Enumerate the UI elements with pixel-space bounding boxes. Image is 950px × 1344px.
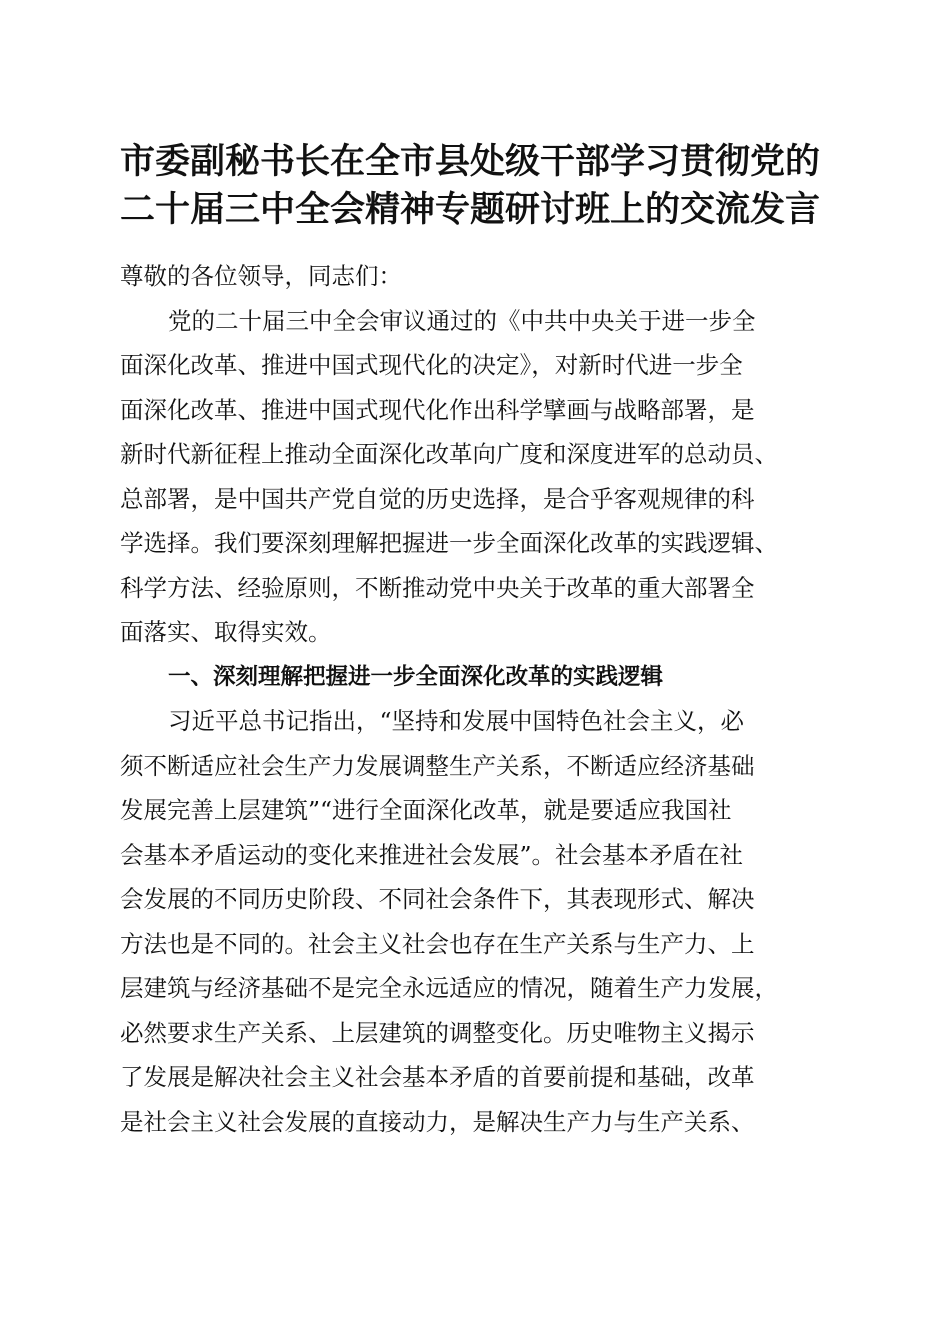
document-title [120,138,840,234]
paragraph-1-line: 总部署，是中国共产党自觉的历史选择，是合乎客观规律的科 [120,484,755,513]
paragraph-1-line: 新时代新征程上推动全面深化改革向广度和深度进军的总动员、 [120,440,778,468]
paragraph-2-line: 会基本矛盾运动的变化来推进社会发展”。社会基本矛盾在社 [120,840,744,869]
paragraph-1-line: 学选择。我们要深刻理解把握进一步全面深化改革的实践逻辑、 [120,529,778,557]
paragraph-1 [120,299,840,655]
paragraph-1-line: 面深化改革、推进中国式现代化的决定》，对新时代进一步全 [120,351,743,379]
paragraph-2-line: 了发展是解决社会主义社会基本矛盾的首要前提和基础，改革 [120,1063,755,1091]
paragraph-2-line: 是社会主义社会发展的直接动力，是解决生产力与生产关系、 [120,1107,755,1136]
paragraph-2-line: 层建筑与经济基础不是完全永远适应的情况，随着生产力发展， [120,974,778,1002]
title-line-1: 市委副秘书长在全市县处级干部学习贯彻党的 [120,141,821,182]
paragraph-2-line: 会发展的不同历史阶段、不同社会条件下，其表现形式、解决 [120,885,755,913]
paragraph-1-line: 面落实、取得实效。 [120,618,332,646]
paragraph-2-line: 方法也是不同的。社会主义社会也存在生产关系与生产力、上 [120,929,755,958]
section-heading-1: 一、深刻理解把握进一步全面深化改革的实践逻辑 [168,663,664,690]
paragraph-1-line: 党的二十届三中全会审议通过的《中共中央关于进一步全 [168,306,756,335]
paragraph-2 [120,699,840,1144]
document-body [120,254,840,1144]
salutation: 尊敬的各位领导，同志们： [120,262,402,290]
title-line-2: 二十届三中全会精神专题研讨班上的交流发言 [120,189,821,230]
paragraph-2-line: 发展完善上层建筑”“进行全面深化改革，就是要适应我国社 [120,796,732,824]
paragraph-2-line: 须不断适应社会生产力发展调整生产关系，不断适应经济基础 [120,751,755,780]
paragraph-1-line: 面深化改革、推进中国式现代化作出科学擘画与战略部署，是 [120,395,755,424]
paragraph-2-line: 习近平总书记指出，“坚持和发展中国特色社会主义，必 [168,707,745,735]
paragraph-2-line: 必然要求生产关系、上层建筑的调整变化。历史唯物主义揭示 [120,1018,755,1047]
paragraph-1-line: 科学方法、经验原则，不断推动党中央关于改革的重大部署全 [120,573,755,602]
